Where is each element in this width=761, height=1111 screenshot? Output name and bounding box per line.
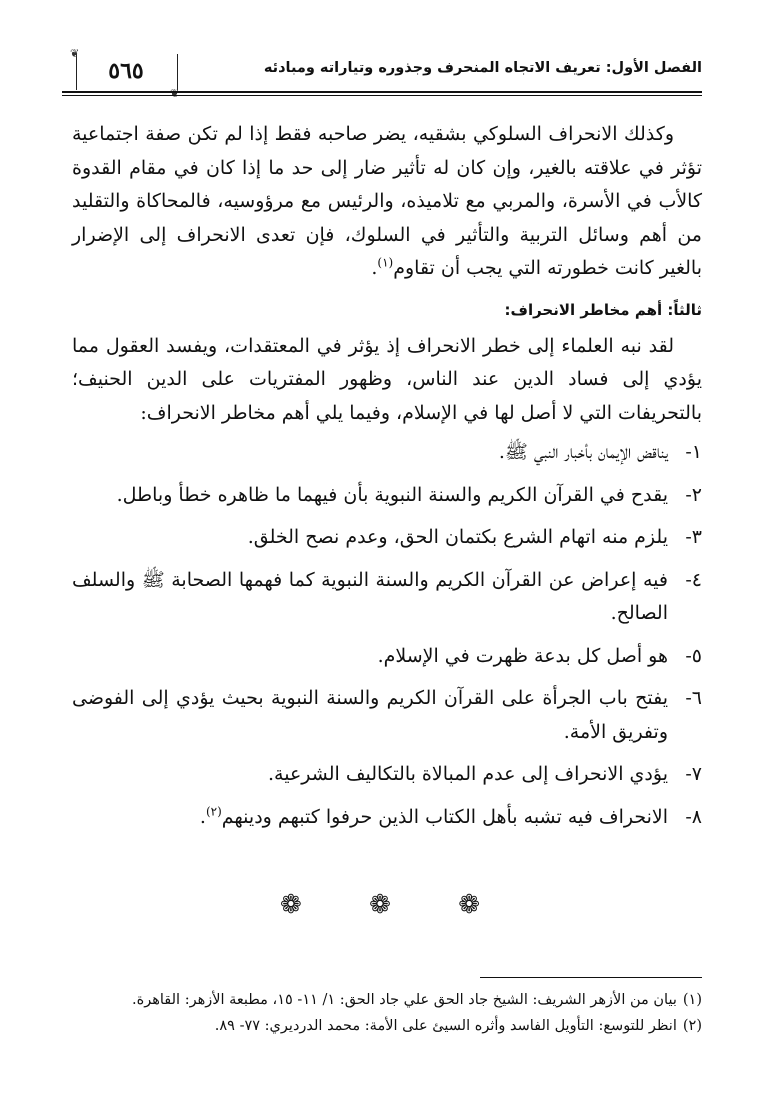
list-item-text: يناقض الإيمان بأخبار النبي ﷺ. — [498, 441, 668, 463]
list-number: ١- — [685, 441, 702, 463]
page-number-frame — [70, 47, 182, 100]
running-head: الفصل الأول: تعريف الاتجاه المنحرف وجذوره وتياراته ومبادئه — [263, 60, 702, 76]
punctuation: . — [371, 257, 378, 279]
header-rule — [62, 95, 702, 96]
main-text — [72, 118, 702, 843]
intro-paragraph — [72, 118, 702, 286]
footnote-separator — [480, 977, 702, 978]
section-paragraph: لقد نبه العلماء إلى خطر الانحراف إذ يؤثر في المعتقدات، ويفسد العقول مما يؤدي إلى فساد الدين عند الناس، وظهور المفتريات على الدين الحنيف؛ بالتحريفات التي لا أصل لها في الإسلام، وفيما يلي أهم مخاطر الانحراف: — [72, 334, 702, 424]
list-item — [72, 479, 702, 513]
risks-list — [72, 436, 702, 834]
list-number: ٧- — [685, 763, 702, 785]
footnote-ref[interactable]: (١) — [377, 255, 394, 270]
list-item — [72, 521, 702, 555]
intro-paragraph-text: وكذلك الانحراف السلوكي بشقيه، يضر صاحبه فقط إذا لم تكن صفة اجتماعية تؤثر في علاقته بالغير، وإن كان له تأثير ضار إلى حد ما إذا كان في مقام القدوة كالأب في الأسرة، والمربي مع تلاميذه، والرئيس مع مرؤوسيه، فالمحاكاة والتقليد من أهم وسائل التربية والتأثير في السلوك، فإن تعدى الانحراف إلى الإضرار بالغير كانت خطورته التي يجب أن تقاوم — [72, 123, 702, 279]
list-item — [72, 682, 702, 749]
footnote-text: بيان من الأزهر الشريف: الشيخ جاد الحق علي جاد الحق: ١/ ١١- ١٥، مطبعة الأزهر: القاهرة. — [132, 992, 677, 1008]
section-divider — [280, 888, 480, 922]
list-item-text: يفتح باب الجرأة على القرآن الكريم والسنة النبوية بحيث يؤدي إلى الفوضى وتفريق الأمة. — [72, 687, 668, 743]
list-item — [72, 801, 702, 835]
list-item — [72, 640, 702, 674]
flower-ornament-icon: ❁ — [369, 890, 391, 920]
corner-ornament-icon: ❦ — [170, 87, 180, 100]
list-item — [72, 564, 702, 631]
footnote-number: (٢) — [682, 1018, 702, 1034]
list-item-text: هو أصل كل بدعة ظهرت في الإسلام. — [377, 644, 668, 667]
footnote-ref[interactable]: (٢) — [205, 804, 222, 819]
list-item-text: يقدح في القرآن الكريم والسنة النبوية بأن فيهما ما ظاهره خطأ وباطل. — [116, 483, 668, 506]
section-heading: ثالثاً: أهم مخاطر الانحراف: — [504, 300, 702, 319]
list-number: ٢- — [685, 483, 702, 506]
punctuation: . — [199, 805, 206, 828]
footnote — [72, 1014, 702, 1038]
list-number: ٣- — [685, 526, 702, 548]
list-item-text: يؤدي الانحراف إلى عدم المبالاة بالتكاليف الشرعية. — [267, 763, 668, 785]
corner-ornament-icon: ❦ — [70, 47, 80, 60]
list-number: ٨- — [685, 805, 702, 828]
footnote-number: (١) — [682, 992, 702, 1008]
list-number: ٦- — [685, 687, 702, 709]
footnote — [72, 988, 702, 1012]
list-number: ٥- — [685, 644, 702, 667]
page-number: ٥٦٥ — [108, 58, 144, 84]
page-header — [62, 42, 702, 102]
list-number: ٤- — [685, 568, 702, 591]
header-rule — [62, 91, 702, 93]
flower-ornament-icon: ❁ — [280, 890, 302, 920]
list-item-text: فيه إعراض عن القرآن الكريم والسنة النبوية كما فهمها الصحابة ﷺ والسلف الصالح. — [72, 568, 668, 624]
flower-ornament-icon: ❁ — [458, 890, 480, 920]
footnote-text: انظر للتوسع: التأويل الفاسد وأثره السيئ على الأمة: محمد الدرديري: ٧٧- ٨٩. — [214, 1018, 677, 1034]
list-item — [72, 436, 702, 470]
list-item-text: الانحراف فيه تشبه بأهل الكتاب الذين حرفوا كتبهم ودينهم — [221, 805, 668, 828]
footnotes — [72, 988, 702, 1040]
list-item-text: يلزم منه اتهام الشرع بكتمان الحق، وعدم نصح الخلق. — [247, 526, 668, 548]
list-item — [72, 758, 702, 792]
